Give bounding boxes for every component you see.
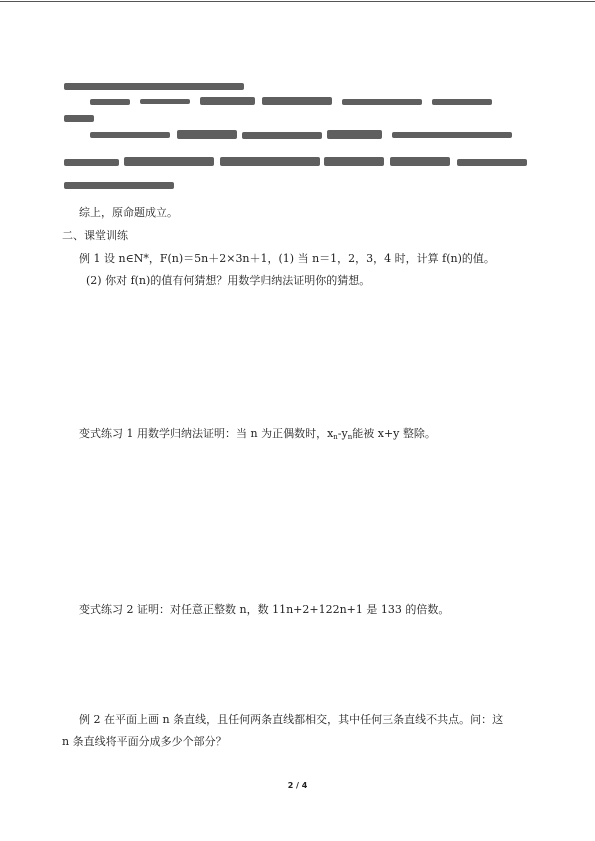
example2-line2: n 条直线将平面分成多少个部分？ <box>62 735 227 748</box>
example1-line2: (2) 你对 f(n)的值有何猜想？用数学归纳法证明你的猜想。 <box>86 274 371 287</box>
variant1-text <box>79 427 436 444</box>
example1-line1: 例 1 设 n∈N*，F(n)＝5n＋2×3n＋1，(1) 当 n＝1，2，3，4 时，计算 f(n)的值。 <box>79 252 495 265</box>
variant1-sub1: n <box>333 433 338 441</box>
variant1-before: 变式练习 1 用数学归纳法证明：当 n 为正偶数时，x <box>79 427 334 440</box>
scanned-proof-image <box>62 80 532 195</box>
variant1-sub2: n <box>347 433 353 441</box>
conclusion-text: 综上，原命题成立。 <box>79 206 178 219</box>
section-title: 二、课堂训练 <box>62 229 128 242</box>
variant1-mid: -y <box>337 427 348 440</box>
variant2-text: 变式练习 2 证明：对任意正整数 n，数 11n+2+122n+1 是 133 的倍数。 <box>79 603 450 616</box>
variant1-after: 能被 x+y 整除。 <box>352 427 436 440</box>
example2-line1: 例 2 在平面上画 n 条直线，且任何两条直线都相交，其中任何三条直线不共点。问：这 <box>79 713 504 726</box>
header-rule <box>0 1 595 2</box>
page-number: 2 / 4 <box>287 781 308 790</box>
